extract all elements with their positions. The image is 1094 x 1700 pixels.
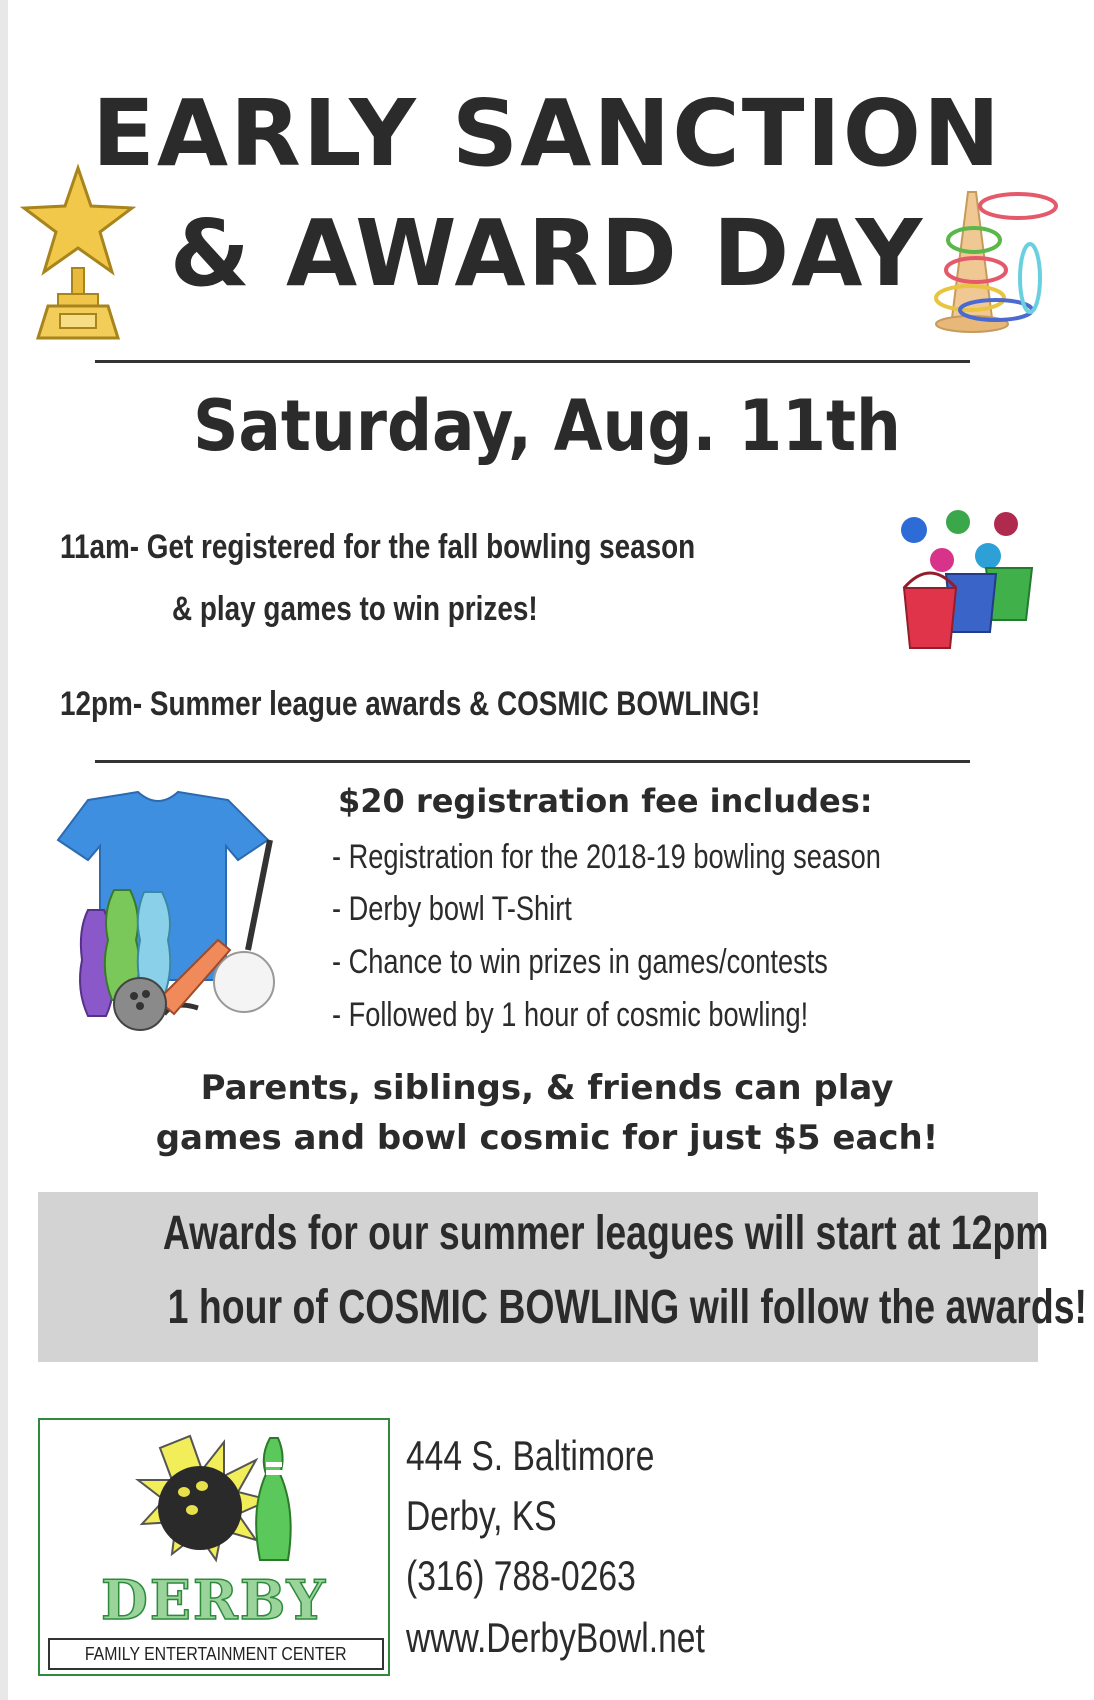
website-link[interactable]: www.DerbyBowl.net: [406, 1614, 705, 1661]
logo-tagline-box: [48, 1638, 384, 1670]
fee-item: - Derby bowl T-Shirt: [332, 890, 572, 928]
divider: [95, 360, 970, 363]
phone-number: (316) 788-0263: [406, 1552, 636, 1599]
awards-line2-text: 1 hour of COSMIC BOWLING will follow the awards!: [167, 1281, 1088, 1334]
divider: [95, 760, 970, 763]
fee-item: - Followed by 1 hour of cosmic bowling!: [332, 996, 809, 1034]
title-line2: & AWARD DAY: [169, 200, 925, 307]
derby-logo: [38, 1418, 390, 1676]
schedule-item-continued: & play games to win prizes!: [172, 590, 538, 628]
address-street: 444 S. Baltimore: [406, 1432, 655, 1479]
logo-tagline: FAMILY ENTERTAINMENT CENTER: [85, 1644, 347, 1664]
schedule-item: 12pm- Summer league awards & COSMIC BOWLING!: [60, 685, 761, 723]
guests-line1: Parents, siblings, & friends can play: [200, 1068, 894, 1108]
fee-title: $20 registration fee includes:: [338, 782, 873, 820]
event-date: Saturday, Aug. 11th: [193, 385, 901, 467]
awards-notice: [38, 1192, 1088, 1362]
title-line1: EARLY SANCTION: [92, 80, 1002, 187]
tshirt-bowling-icon: [48, 790, 288, 1040]
awards-line2: [38, 1280, 1088, 1335]
logo-name: DERBY: [100, 1568, 328, 1632]
address-city: Derby, KS: [406, 1492, 557, 1539]
bowling-logo-icon: [120, 1430, 320, 1580]
schedule-item: 11am- Get registered for the fall bowling season: [60, 528, 696, 566]
fee-item: - Chance to win prizes in games/contests: [332, 943, 828, 981]
guests-line2: games and bowl cosmic for just $5 each!: [155, 1118, 939, 1158]
fee-item: - Registration for the 2018-19 bowling season: [332, 838, 881, 876]
awards-line1: [38, 1206, 1049, 1261]
ball-buckets-icon: [896, 508, 1036, 658]
awards-line1-text: Awards for our summer leagues will start at 12pm: [162, 1207, 1049, 1260]
